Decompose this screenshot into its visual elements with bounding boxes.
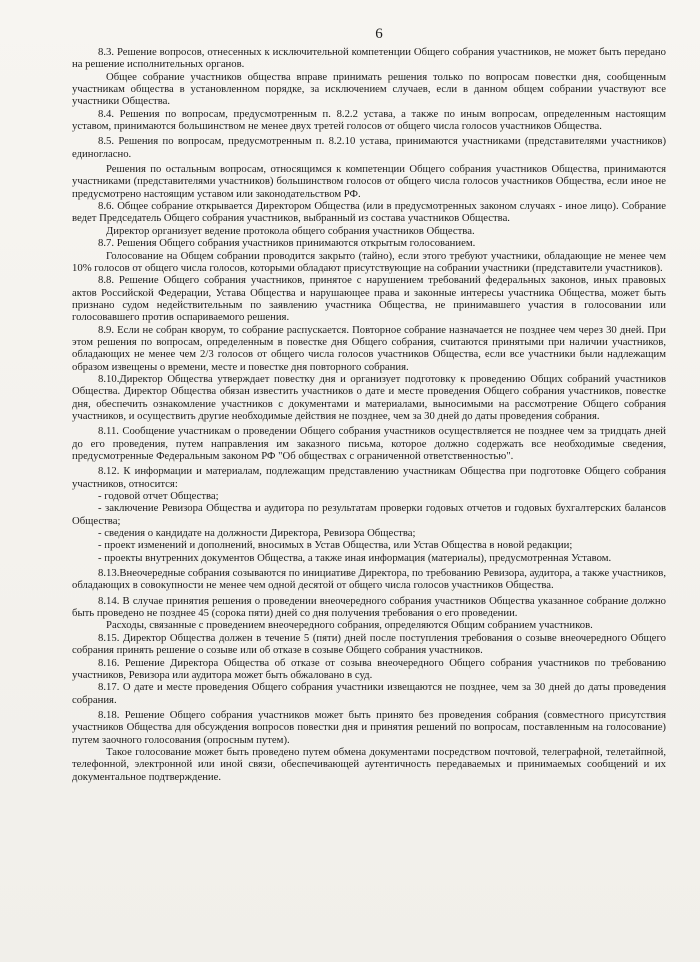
list-item: - проекты внутренних документов Общества, а также иная информация (материалы), предусмотренная Уставом. xyxy=(98,551,612,564)
paragraph-8-18: 8.18. Решение Общего собрания участников может быть принято без проведения собрания (совместного присутствия участников Общества для обсуждения вопросов повестки дня и принятия решений по вопросам, поставленным на голосование) путем заочного голосования (опросным путем). xyxy=(72,708,666,746)
paragraph: Голосование на Общем собрании проводится закрыто (тайно), если этого требуют участники, обладающие не менее чем 10% голосов от общего числа голосов, которыми обладают присутствующие на собрании участники (представители участников). xyxy=(72,249,666,274)
paragraph-8-16: 8.16. Решение Директора Общества об отказе от созыва внеочередного Общего собрания участников по требованию участников, Ревизора или аудитора может быть обжаловано в суд. xyxy=(72,656,666,681)
paragraph-8-4: 8.4. Решения по вопросам, предусмотренным п. 8.2.2 устава, а также по иным вопросам, определенным настоящим уставом, принимаются большинством не менее двух третей голосов от общего числа голосов участников Общества. xyxy=(72,107,666,133)
paragraph-8-10: 8.10.Директор Общества утверждает повестку дня и организует подготовку к проведению Общих собраний участников Общества. Директор Общества обязан известить участников о дате и месте проведения Общего собрания участников, повестке дня, обеспечить ознакомление участников с документами и материалами, выносимыми на рассмотрение Общего собрания участников, и осуществить другие необходимые действия не позднее, чем за 30 дней до даты проведения собрания. xyxy=(72,372,666,422)
paragraph-8-17: 8.17. О дате и месте проведения Общего собрания участники извещаются не позднее, чем за 30 дней до даты проведения собрания. xyxy=(72,681,666,706)
paragraph-8-14: 8.14. В случае принятия решения о проведении внеочередного собрания участников Общества указанное собрание должно быть проведено не позднее 45 (сорока пяти) дней со дня получения требования о его проведении. xyxy=(72,594,666,620)
paragraph-8-12: 8.12. К информации и материалам, подлежащим представлению участникам Общества при подготовке Общего собрания участников, относится: xyxy=(72,465,666,490)
paragraph: Расходы, связанные с проведением внеочередного собрания, определяются Общим собранием участников. xyxy=(106,619,593,632)
paragraph: Решения по остальным вопросам, относящимся к компетенции Общего собрания участников Общества, принимаются участниками (представителями участников) большинством голосов от общего числа голосов участников Общества, если иное не предусмотрено настоящим уставом или законодательством РФ. xyxy=(72,163,666,200)
paragraph-8-6: 8.6. Общее собрание открывается Директором Общества (или в предусмотренных законом случаях - иное лицо). Собрание ведет Председатель Общего собрания участников, выбранный из состава участников Общества. xyxy=(72,200,666,225)
paragraph-8-5: 8.5. Решения по вопросам, предусмотренным п. 8.2.10 устава, принимаются участниками (представителями участников) единогласно. xyxy=(72,135,666,160)
list-item: - заключение Ревизора Общества и аудитора по результатам проверки годовых отчетов и годовых бухгалтерских балансов Общества; xyxy=(72,502,666,527)
page-number: 6 xyxy=(375,26,383,42)
paragraph-8-3: 8.3. Решение вопросов, отнесенных к исключительной компетенции Общего собрания участников, не может быть передано на решение исполнительных органов. xyxy=(72,46,666,71)
list-item: - годовой отчет Общества; xyxy=(98,490,219,503)
paragraph: Директор организует ведение протокола общего собрания участников Общества. xyxy=(106,224,475,237)
list-item: - проект изменений и дополнений, вносимых в Устав Общества, или Устав Общества в новой редакции; xyxy=(98,539,573,552)
paragraph-8-9: 8.9. Если не собран кворум, то собрание распускается. Повторное собрание назначается не позднее чем через 30 дней. При этом решения по вопросам, определенным в повестке дня Общего собрания, считаются принятыми при наличии участников, обладающих не менее чем 2/3 голосов от общего числа голосов участников Общества, если все участники были надлежащим образом извещены о времени, месте и повестке дня повторного собрания. xyxy=(72,323,666,373)
list-item: - сведения о кандидате на должности Директора, Ревизора Общества; xyxy=(98,527,416,540)
paragraph-8-8: 8.8. Решение Общего собрания участников, принятое с нарушением требований федеральных законов, иных правовых актов Российской Федерации, Устава Общества и нарушающее права и законные интересы участника Общества, может быть признано судом недействительным по заявлению участника Общества, не принимавшего участия в голосовании или голосовавшего против оспариваемого решения. xyxy=(72,274,666,324)
paragraph-8-13: 8.13.Внеочередные собрания созываются по инициативе Директора, по требованию Ревизора, аудитора, а также участников, обладающих в совокупности не менее чем одной десятой от общего числа голосов участников Общества. xyxy=(72,567,666,592)
paragraph: Общее собрание участников общества вправе принимать решения только по вопросам повестки дня, сообщенным участникам общества в установленном порядке, за исключением случаев, если в данном общем собрании участвуют все участники Общества. xyxy=(72,70,666,108)
paragraph-8-15: 8.15. Директор Общества должен в течение 5 (пяти) дней после поступления требования о созыве внеочередного Общего собрания принять решение о созыве или об отказе в созыве Общего собрания участников. xyxy=(72,631,666,657)
paragraph-8-7: 8.7. Решения Общего собрания участников принимаются открытым голосованием. xyxy=(98,237,476,250)
paragraph: Такое голосование может быть проведено путем обмена документами посредством почтовой, телеграфной, телетайпной, телефонной, электронной или иной связи, обеспечивающей аутентичность передаваемых и принимаемых сообщений и их документальное подтверждение. xyxy=(72,745,666,783)
paragraph-8-11: 8.11. Сообщение участникам о проведении Общего собрания участников осуществляется не позднее чем за тридцать дней до его проведения, путем направления им заказного письма, которое должно содержать все необходимые сведения, предусмотренные Федеральным законом РФ "Об обществах с ограниченной ответственностью". xyxy=(72,425,666,462)
